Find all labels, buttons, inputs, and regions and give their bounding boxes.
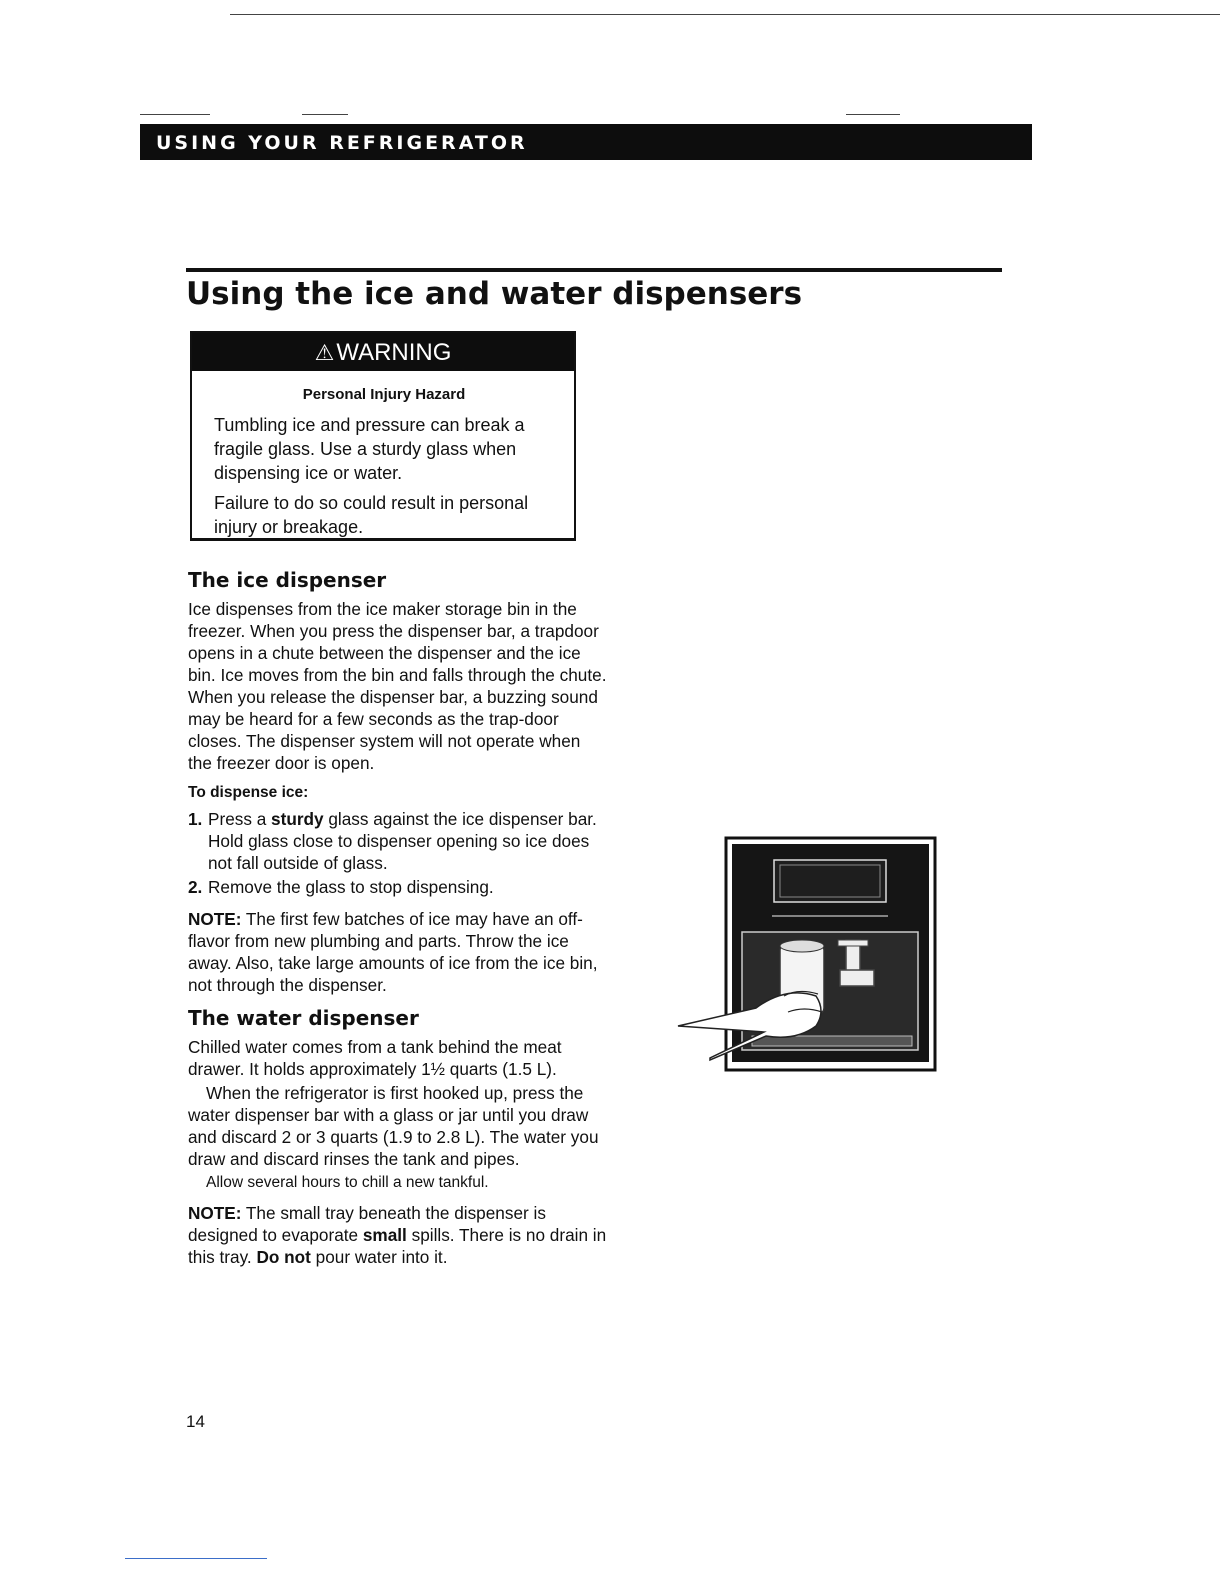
scan-artifact-mid	[302, 114, 348, 115]
warning-paragraph: Failure to do so could result in personal injury or breakage.	[214, 493, 529, 537]
warning-paragraph: Tumbling ice and pressure can break a fragile glass. Use a sturdy glass when dispensing ice or water.	[214, 415, 525, 483]
step-text: Press a	[208, 809, 272, 829]
step-text: Remove the glass to stop dispensing.	[208, 877, 494, 897]
step-number: 1.	[188, 809, 203, 829]
section-header-bar	[140, 124, 1032, 160]
note-text: pour water into it.	[310, 1247, 448, 1267]
list-item	[188, 808, 608, 874]
water-paragraph: Allow several hours to chill a new tankful.	[206, 1174, 489, 1191]
list-item	[188, 876, 608, 898]
page-title: Using the ice and water dispensers	[186, 276, 803, 312]
note-text: spills. There is no drain in this tray.	[188, 1225, 607, 1267]
warning-body	[192, 371, 574, 539]
page-number: 14	[186, 1412, 205, 1431]
note-label: NOTE:	[188, 909, 242, 929]
warning-box	[190, 331, 576, 541]
warning-subheading: Personal Injury Hazard	[302, 386, 466, 403]
warning-triangle-icon: ⚠	[314, 340, 335, 365]
footer-line	[125, 1558, 267, 1559]
main-content	[188, 566, 608, 1276]
water-note	[188, 1202, 608, 1268]
step-emphasis: sturdy	[271, 809, 324, 829]
scan-artifact-left	[140, 114, 210, 115]
note-label: NOTE:	[188, 1203, 242, 1223]
warning-header	[192, 333, 574, 371]
dispenser-illustration	[676, 836, 938, 1074]
ice-dispenser-heading: The ice dispenser	[188, 568, 387, 592]
section-header-text: USING YOUR REFRIGERATOR	[156, 132, 528, 154]
note-emphasis: small	[362, 1225, 407, 1245]
water-paragraph: When the refrigerator is first hooked up, press the water dispenser bar with a glass or jar until you draw and discard 2 or 3 quarts (1.9 to 2.8 L). The water you draw and discard rinses the tank and pipes.	[188, 1083, 599, 1169]
water-dispenser-heading: The water dispenser	[188, 1006, 419, 1030]
note-text: The small tray beneath the dispenser is designed to evaporate	[188, 1203, 546, 1245]
steps-label: To dispense ice:	[188, 784, 309, 801]
title-rule	[186, 268, 1002, 272]
ice-dispenser-intro: Ice dispenses from the ice maker storage bin in the freezer. When you press the dispenser bar, a trapdoor opens in a chute between the dispenser and the ice bin. Ice moves from the bin and falls through the chute. When you release the dispenser bar, a buzzing sound may be heard for a few seconds as the trap-door closes. The dispenser system will not operate when the freezer door is open.	[188, 599, 607, 773]
warning-heading: WARNING	[336, 339, 452, 366]
step-text: glass against the ice dispenser bar. Hold glass close to dispenser opening so ice does not fall outside of glass.	[208, 809, 597, 873]
scan-artifact-top	[230, 14, 1220, 15]
step-number: 2.	[188, 877, 203, 897]
note-emphasis: Do not	[256, 1247, 311, 1267]
scan-artifact-right	[846, 114, 900, 115]
water-paragraph: Chilled water comes from a tank behind the meat drawer. It holds approximately 1½ quarts (1.5 L).	[188, 1037, 562, 1079]
note-text: The first few batches of ice may have an off-flavor from new plumbing and parts. Throw the ice away. Also, take large amounts of ice from the ice bin, not through the dispenser.	[188, 909, 598, 995]
ice-note	[188, 908, 608, 996]
steps-list	[188, 808, 608, 898]
